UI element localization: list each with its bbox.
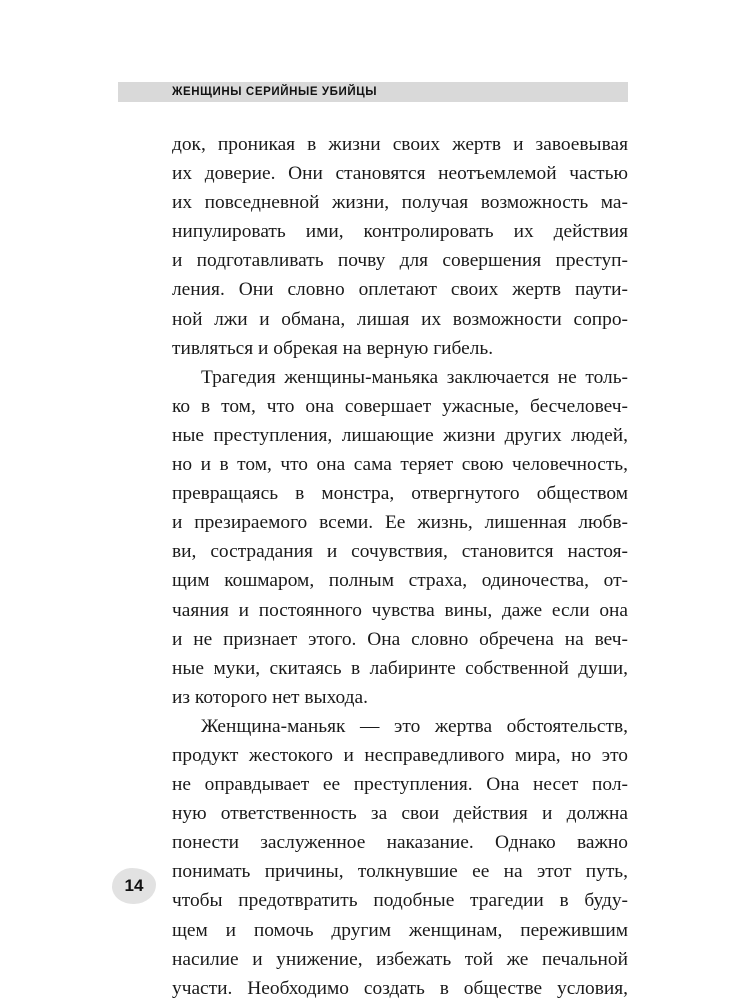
text-line: щим кошмаром, полным страха, одиночества, от- [172,570,628,592]
text-line: чтобы предотвратить подобные трагедии в буду- [172,890,628,912]
text-line: нипулировать ими, контролировать их действия [172,221,628,243]
text-line: ные муки, скитаясь в лабиринте собственной души, [172,657,628,679]
text-line: их доверие. Они становятся неотъемлемой частью [172,163,628,185]
text-line: понимать причины, толкнувшие ее на этот путь, [172,861,628,883]
page-number-badge [112,868,156,904]
text-line: Трагедия женщины-маньяка заключается не толь- [201,366,628,388]
text-line: док, проникая в жизни своих жертв и завоевывая [172,134,628,155]
text-line: ную ответственность за свои действия и должна [172,803,628,825]
text-line: ви, сострадания и сочувствия, становится настоя- [172,541,628,563]
text-line: понести заслуженное наказание. Однако важно [172,832,628,854]
text-line: ления. Они словно оплетают своих жертв паути- [172,279,628,301]
running-header [118,82,628,102]
text-line: но и в том, что она сама теряет свою человечность, [172,454,628,476]
text-line: ной лжи и обмана, лишая их возможности сопро- [172,308,628,330]
text-line: ко в том, что она совершает ужасные, бесчеловеч- [172,395,628,417]
text-line: не оправдывает ее преступления. Она несет пол- [172,774,628,796]
text-line: тивляться и обрекая на верную гибель. [172,337,494,359]
text-line: и подготавливать почву для совершения преступ- [172,250,628,272]
text-line: Женщина-маньяк — это жертва обстоятельств, [201,715,628,737]
text-line: ные преступления, лишающие жизни других людей, [172,424,628,446]
text-line: щем и помочь другим женщинам, пережившим [172,919,628,941]
text-line: их повседневной жизни, получая возможность ма- [172,192,628,214]
text-line: и презираемого всеми. Ее жизнь, лишенная любв- [172,512,628,534]
body-text [172,130,628,1003]
page-number: 14 [124,876,144,895]
text-line: чаяния и постоянного чувства вины, даже если она [172,599,628,621]
paragraph [172,363,628,712]
running-header-title: ЖЕНЩИНЫ СЕРИЙНЫЕ УБИЙЦЫ [172,86,378,98]
text-line: насилие и унижение, избежать той же печальной [172,948,628,970]
text-line: и не признает этого. Она словно обречена на веч- [172,628,628,650]
text-line: из которого нет выхода. [172,686,368,708]
text-line: превращаясь в монстра, отвергнутого обществом [172,483,628,505]
text-line: продукт жестокого и несправедливого мира, но это [172,744,628,766]
paragraph [172,712,628,1003]
paragraph [172,130,628,363]
text-line: участи. Необходимо создать в обществе условия, [172,977,628,999]
